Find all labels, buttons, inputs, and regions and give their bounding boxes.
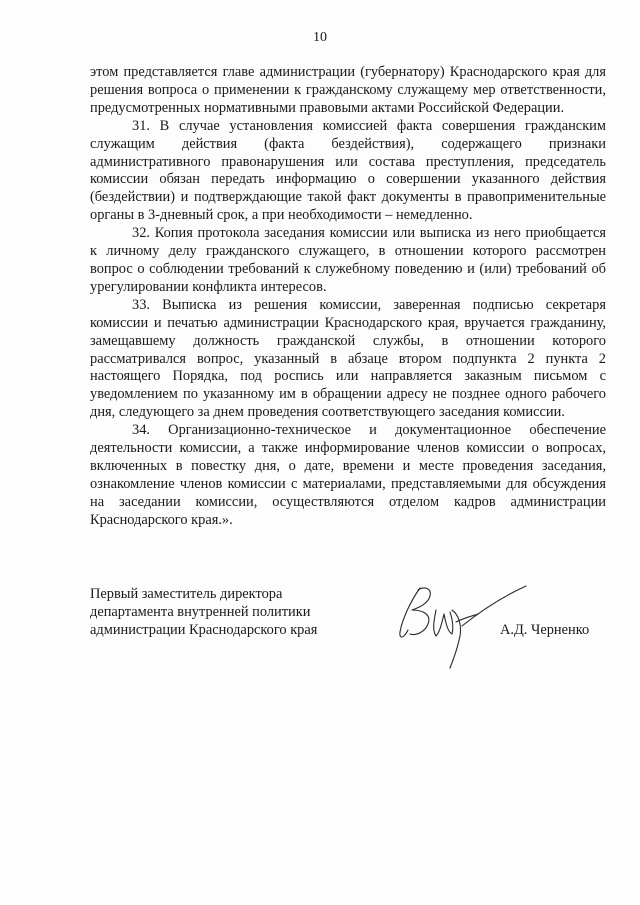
signer-name: А.Д. Черненко [500,622,590,638]
signer-position-line: департамента внутренней политики [90,604,311,620]
paragraph-continuation: этом представляется главе администрации (губернатору) Краснодарского края для решения вопроса о применении к гражданскому служащему мер ответственности, предусмотренных нормативными правовыми актами Российской Федерации. [90,64,606,116]
paragraph-item-31: 31. В случае установления комиссией факта совершения гражданским служащим действия (факта бездействия), содержащего признаки административного правонарушения или состава преступления, председатель комиссии обязан передать информацию о совершении указанного действия (бездействии) и подтверждающие такой факт документы в правоприменительные органы в 3-дневный срок, а при необходимости – немедленно. [90,117,606,224]
signer-position [90,585,317,639]
paragraph-item-32: 32. Копия протокола заседания комиссии или выписка из него приобщается к личному делу гражданского служащего, в отношении которого рассмотрен вопрос о соблюдении требований к служебному поведению и (или) требований об урегулировании конфликта интересов. [90,225,606,295]
signer-position-line: Первый заместитель директора [90,586,283,602]
paragraph-item-34: 34. Организационно-техническое и документационное обеспечение деятельности комиссии, а также информирование членов комиссии о вопросах, включенных в повестку дня, о дате, времени и месте проведения заседания, ознакомление членов комиссии с материалами, представляемыми для обсуждения на заседании комиссии, осуществляются отделом кадров администрации Краснодарского края.». [90,422,606,528]
signer-position-line: администрации Краснодарского края [90,622,318,638]
document-body [90,64,606,530]
paragraph-item-33: 33. Выписка из решения комиссии, заверенная подписью секретаря комиссии и печатью администрации Краснодарского края, вручается гражданину, замещавшему должность гражданской службы, в отношении которого рассматривался вопрос, указанный в абзаце втором подпункта 2 пункта 2 настоящего Порядка, под роспись или направляется заказным письмом с уведомлением по указанному им в обращении адресу не позднее одного рабочего дня, следующего за днем проведения соответствующего заседания комиссии. [90,296,606,421]
page-number: 10 [313,30,327,45]
